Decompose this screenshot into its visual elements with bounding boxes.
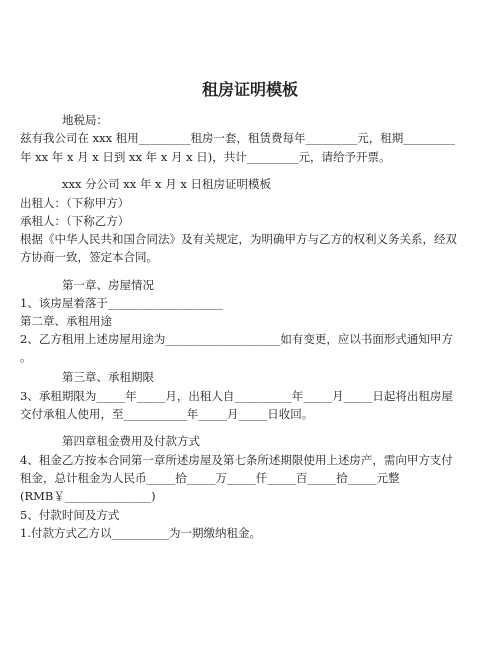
clause-3-line-2: 交付承租人使用，至___________年_____月_____日收回。 xyxy=(20,407,314,421)
body-line-1: 兹有我公司在 xxx 租用_________租房一套，租赁费每年_________元，租期_________ xyxy=(20,131,456,145)
clause-4-rmb-line: (RMB￥_______________) xyxy=(20,489,156,503)
clause-4-line-2: 租金，总计租金为人民币_____拾_____万_____仟_____百_____拾_____元整 xyxy=(20,471,400,485)
chapter-3-heading: 第三章、承租期限 xyxy=(62,370,154,384)
chapter-1-heading: 第一章、房屋情况 xyxy=(62,278,154,292)
addressee-line: 地税局： xyxy=(62,113,108,127)
clause-1-line: 1、该房屋着落于____________________ xyxy=(20,296,223,310)
lessee-line: 承租人：（下称乙方） xyxy=(20,214,130,228)
chapter-2-heading: 第二章、承租用途 xyxy=(20,314,112,328)
clause-3-line-1: 3、承租期限为_____年_____月，出租人自__________年_____月_____日起将出租房屋 xyxy=(20,389,453,403)
clause-5-heading: 5、付款时间及方式 xyxy=(20,508,120,522)
clause-2-line-2: 。 xyxy=(20,350,32,364)
lessor-line: 出租人：（下称甲方） xyxy=(20,196,130,210)
body-line-2: 年 xx 年 x 月 x 日到 xx 年 x 月 x 日)，共计_________元，请给予开票。 xyxy=(20,150,391,164)
contract-basis-line-1: 根据《中华人民共和国合同法》及有关规定，为明确甲方与乙方的权利义务关系，经双 xyxy=(20,232,457,246)
clause-4-line-1: 4、租金乙方按本合同第一章所述房屋及第七条所述期限使用上述房产，需向甲方支付 xyxy=(20,453,453,467)
template-heading: xxx 分公司 xx 年 x 月 x 日租房证明模板 xyxy=(62,177,271,191)
clause-5-line-1: 1.付款方式乙方以__________为一期缴纳租金。 xyxy=(20,526,261,540)
clause-2-line-1: 2、乙方租用上述房屋用途为____________________如有变更，应以书面形式通知甲方 xyxy=(20,332,453,346)
document-title: 租房证明模板 xyxy=(201,80,298,99)
contract-basis-line-2: 方协商一致，签定本合同。 xyxy=(20,250,158,264)
chapter-4-heading: 第四章租金费用及付款方式 xyxy=(62,434,200,448)
